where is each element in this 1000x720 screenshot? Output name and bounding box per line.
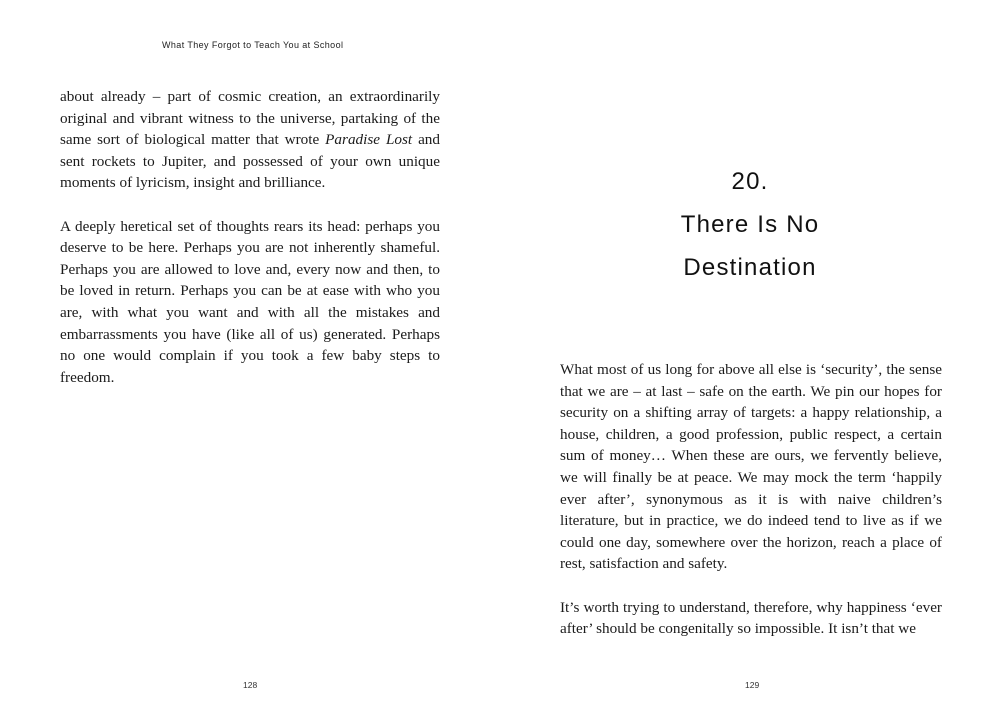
paragraph-text: and sent rockets to Jupiter, and possessed of your own unique moments of lyricism, insight and brilliance.: [60, 131, 440, 192]
page-number: 129: [745, 680, 760, 690]
paragraph: It’s worth trying to understand, therefore, why happiness ‘ever after’ should be congenitally so impossible. It isn’t that we: [560, 598, 942, 638]
chapter-heading: [500, 160, 1000, 289]
right-page: [500, 0, 1000, 720]
chapter-number: 20.: [731, 168, 769, 195]
left-page-body: [60, 86, 440, 410]
paragraph: [60, 86, 440, 194]
running-head: What They Forgot to Teach You at School: [162, 40, 344, 50]
book-title: Paradise Lost: [325, 131, 413, 149]
page-number: 128: [243, 680, 258, 690]
paragraph: A deeply heretical set of thoughts rears its head: perhaps you deserve to be here. Perhaps you are not inherently shameful. Perhaps you are allowed to love and, every now and then, to be loved in return. Perhaps you can be at ease with who you are, with what you want and with all the mistakes and embarrassments you have (like all of us) generated. Perhaps no one would complain if you took a few baby steps to freedom.: [60, 217, 440, 386]
chapter-title-line-2: Destination: [683, 254, 817, 281]
right-page-body: [560, 359, 942, 661]
chapter-title-line-1: There Is No: [680, 211, 820, 238]
paragraph-text: about already – part of cosmic creation, an extraordinarily original and vibrant witness to the universe, partaking of the same sort of biological matter that wrote: [60, 88, 440, 149]
paragraph: What most of us long for above all else is ‘security’, the sense that we are – at last – safe on the earth. We pin our hopes for security on a shifting array of targets: a happy relationship, a house, children, a good profession, public respect, a certain sum of money… When these are ours, we fervently believe, we will finally be at peace. We may mock the term ‘happily ever after’, synonymous as it is with naive children’s literature, but in practice, we do indeed tend to live as if we could one day, somewhere over the horizon, reach a place of rest, satisfaction and safety.: [560, 361, 942, 573]
